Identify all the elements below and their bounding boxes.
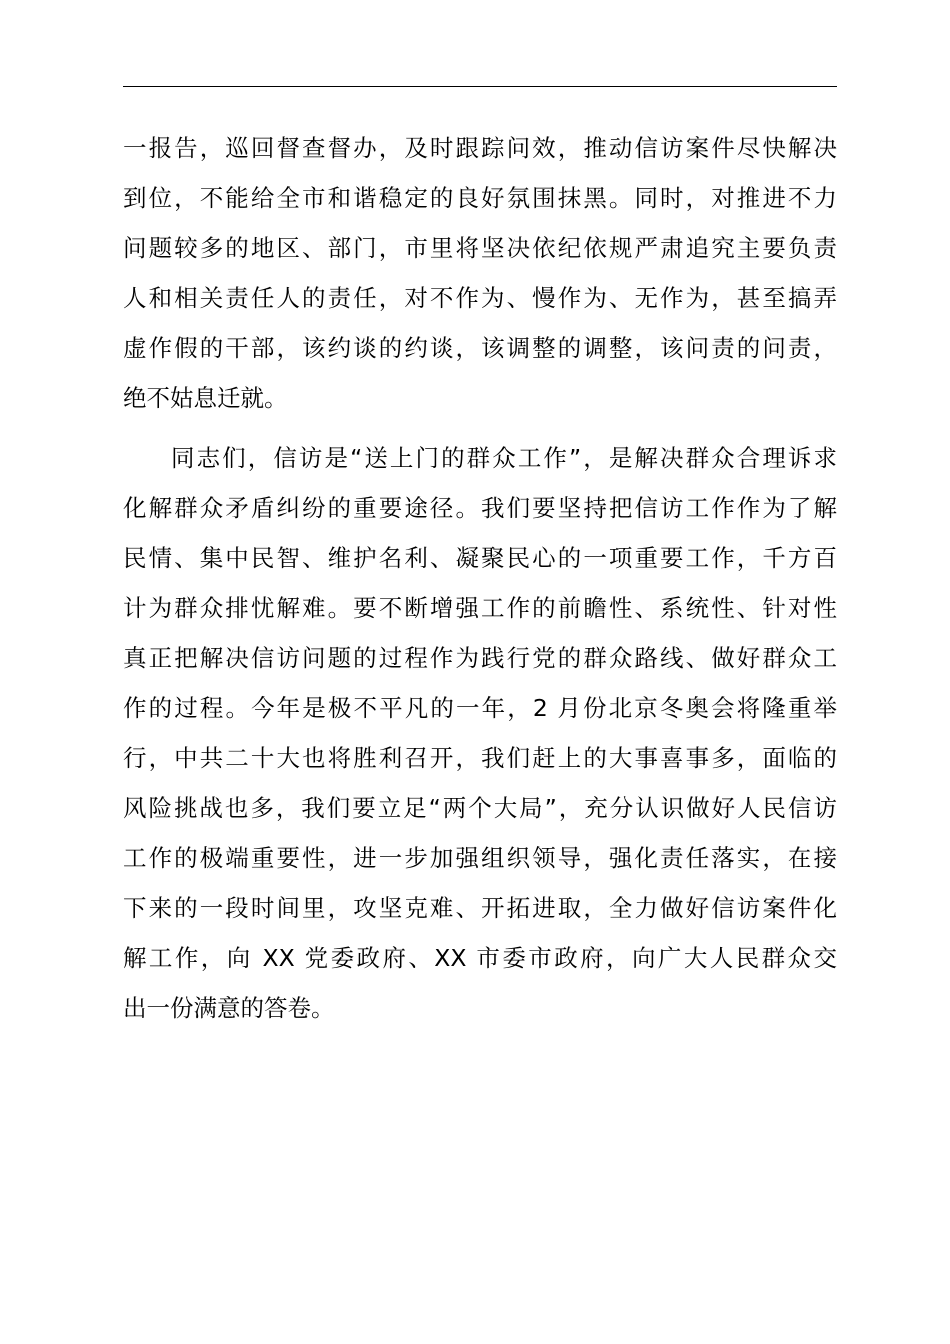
text-line: 化解群众矛盾纠纷的重要途径。我们要坚持把信访工作作为了解 — [123, 494, 837, 522]
text-line: 一报告，巡回督查督办，及时跟踪问效，推动信访案件尽快解决 — [123, 134, 837, 162]
text-line: 人和相关责任人的责任，对不作为、慢作为、无作为，甚至搞弄 — [123, 284, 837, 312]
text-line: 到位，不能给全市和谐稳定的良好氛围抹黑。同时，对推进不力 — [123, 184, 837, 212]
text-line: 出一份满意的答卷。 — [123, 994, 335, 1022]
text-line: 真正把解决信访问题的过程作为践行党的群众路线、做好群众工 — [123, 644, 837, 672]
paragraph-gap — [123, 423, 837, 433]
text-line: 问题较多的地区、部门，市里将坚决依纪依规严肃追究主要负责 — [123, 234, 837, 262]
text-line: 计为群众排忧解难。要不断增强工作的前瞻性、系统性、针对性 — [123, 594, 837, 622]
document-body — [123, 123, 837, 1033]
text-line: 民情、集中民智、维护名利、凝聚民心的一项重要工作，千方百 — [123, 544, 837, 572]
paragraph-2 — [123, 433, 837, 1033]
text-line: 风险挑战也多，我们要立足“两个大局”，充分认识做好人民信访 — [123, 794, 837, 822]
text-line: 同志们，信访是“送上门的群众工作”，是解决群众合理诉求 — [171, 444, 837, 472]
paragraph-1 — [123, 123, 837, 423]
text-line: 虚作假的干部，该约谈的约谈，该调整的调整，该问责的问责， — [123, 334, 837, 362]
text-line: 行，中共二十大也将胜利召开，我们赶上的大事喜事多，面临的 — [123, 744, 837, 772]
text-line: 解工作，向 XX 党委政府、XX 市委市政府，向广大人民群众交 — [123, 944, 837, 972]
text-line: 下来的一段时间里，攻坚克难、开拓进取，全力做好信访案件化 — [123, 894, 837, 922]
text-line: 工作的极端重要性，进一步加强组织领导，强化责任落实，在接 — [123, 844, 837, 872]
text-line: 绝不姑息迁就。 — [123, 384, 288, 412]
text-line: 作的过程。今年是极不平凡的一年，2 月份北京冬奥会将隆重举 — [123, 694, 837, 722]
header-rule — [123, 86, 837, 87]
